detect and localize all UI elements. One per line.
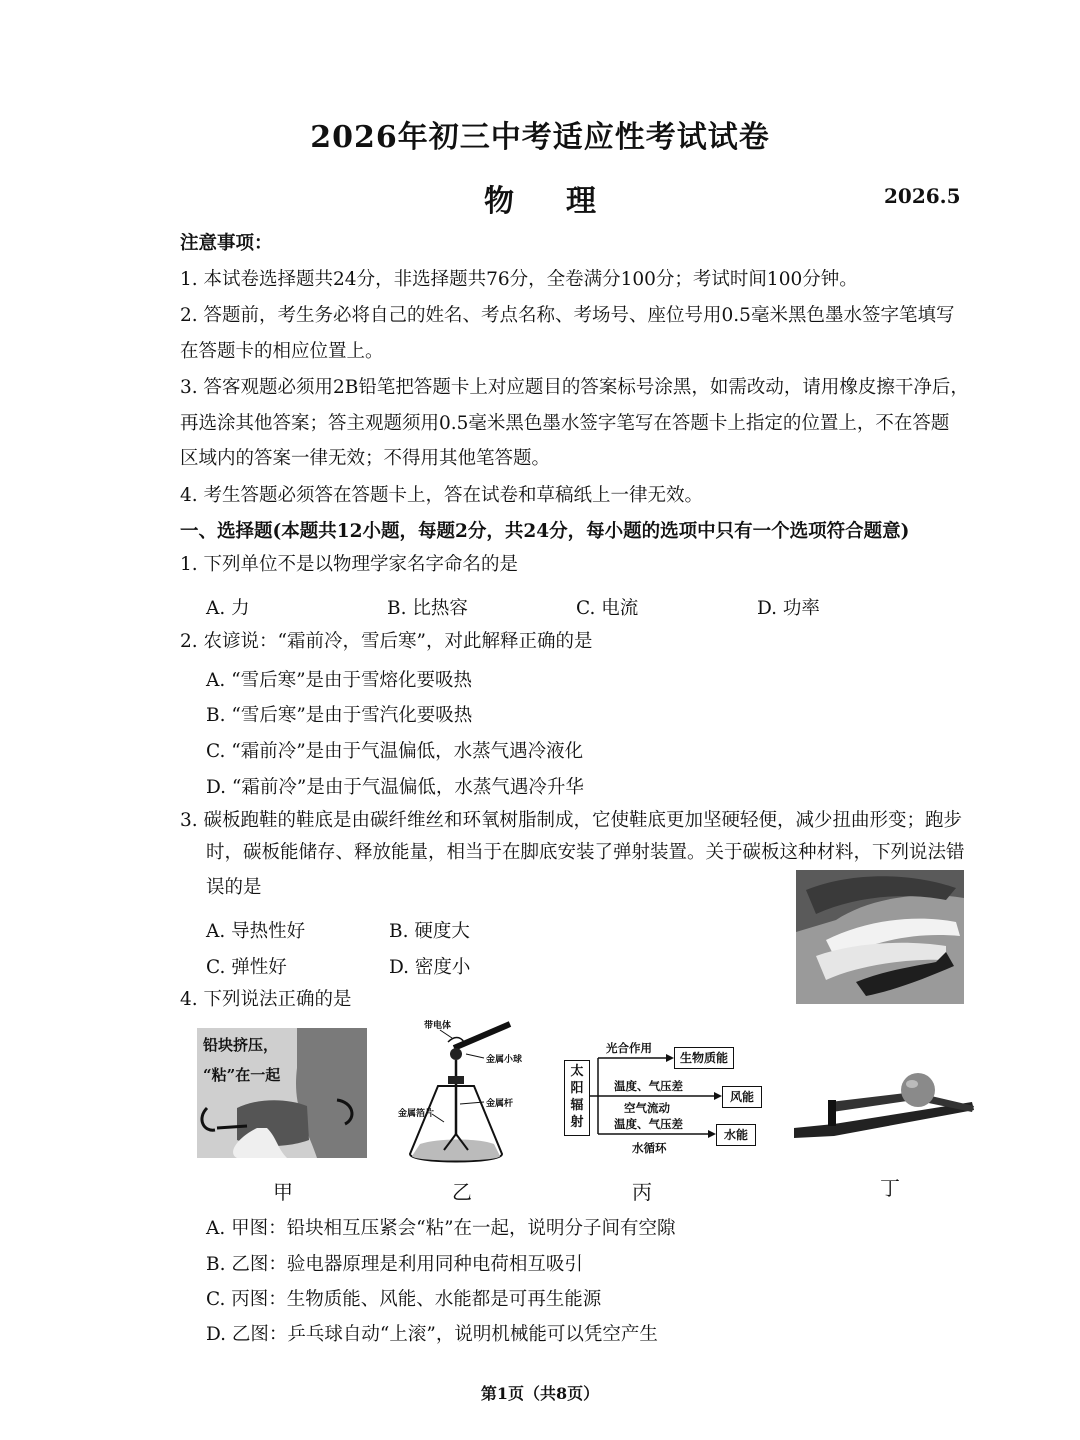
q3-stem-line-3: 误的是 <box>206 877 262 898</box>
q3-option-d: D. 密度小 <box>389 957 471 978</box>
caption-bing: 丙 <box>632 1180 652 1204</box>
subject-char-1: 物 <box>484 184 514 219</box>
q3-stem-line-1: 3. 碳板跑鞋的鞋底是由碳纤维丝和环氧树脂制成，它使鞋底更加坚硬轻便，减少扭曲形变；跑步 <box>180 810 963 831</box>
caption-yi: 乙 <box>452 1180 472 1204</box>
q1-stem: 1. 下列单位不是以物理学家名字命名的是 <box>180 554 519 575</box>
figure-yi-electroscope <box>398 1014 538 1174</box>
q1-option-b: B. 比热容 <box>387 598 468 619</box>
figure-yi-label-metal-foil: 金属箔片 <box>398 1109 435 1119</box>
q3-option-b: B. 硬度大 <box>389 921 470 942</box>
q3-option-c: C. 弹性好 <box>206 957 287 978</box>
notice-line-1: 1. 本试卷选择题共24分，非选择题共76分，全卷满分100分；考试时间100分钟。 <box>180 269 858 290</box>
exam-date: 2026.5 <box>884 184 961 208</box>
q1-option-c: C. 电流 <box>576 598 639 619</box>
q4-option-a: A. 甲图：铅块相互压紧会“粘”在一起，说明分子间有空隙 <box>206 1218 676 1239</box>
figure-bing-biomass-box: 生物质能 <box>674 1047 734 1069</box>
q2-option-b: B. “雪后寒”是由于雪汽化要吸热 <box>206 705 473 726</box>
q4-stem: 4. 下列说法正确的是 <box>180 989 352 1010</box>
figure-bing-wind-box: 风能 <box>722 1086 762 1108</box>
section-1-heading: 一、选择题(本题共12小题，每题2分，共24分，每小题的选项中只有一个选项符合题意) <box>180 521 910 542</box>
figure-bing-label-temp-2: 温度、气压差 <box>614 1117 683 1131</box>
notice-line-3a: 3. 答客观题必须用2B铅笔把答题卡上对应题目的答案标号涂黑，如需改动，请用橡皮擦干净后， <box>180 377 969 398</box>
figure-bing-hydro-box: 水能 <box>716 1124 756 1146</box>
figure-yi-label-metal-ball: 金属小球 <box>486 1055 523 1065</box>
notice-line-3b: 再选涂其他答案；答主观题须用0.5毫米黑色墨水签字笔写在答题卡上指定的位置上，不在答题 <box>180 413 950 434</box>
exam-title: 2026年初三中考适应性考试试卷 <box>310 120 770 155</box>
q2-stem: 2. 农谚说：“霜前冷，雪后寒”，对此解释正确的是 <box>180 631 593 652</box>
notice-line-2a: 2. 答题前，考生务必将自己的姓名、考点名称、考场号、座位号用0.5毫米黑色墨水签字笔填写 <box>180 305 955 326</box>
q4-option-b: B. 乙图：验电器原理是利用同种电荷相互吸引 <box>206 1254 583 1275</box>
notice-line-3c: 区域内的答案一律无效；不得用其他笔答题。 <box>180 448 551 469</box>
notice-heading: 注意事项： <box>180 233 273 254</box>
figure-ding-rails <box>794 1066 976 1142</box>
figure-yi-label-metal-rod: 金属杆 <box>486 1099 514 1109</box>
q1-option-a: A. 力 <box>206 598 250 619</box>
q2-option-d: D. “霜前冷”是由于气温偏低，水蒸气遇冷升华 <box>206 777 584 798</box>
figure-jia-text-1: 铅块挤压， <box>203 1036 279 1054</box>
figure-yi-label-charged-body: 带电体 <box>424 1021 452 1031</box>
figure-bing-energy-diagram <box>562 1036 764 1160</box>
figure-jia <box>197 1028 367 1158</box>
notice-line-2b: 在答题卡的相应位置上。 <box>180 341 384 362</box>
q4-option-c: C. 丙图：生物质能、风能、水能都是可再生能源 <box>206 1289 602 1310</box>
q2-option-a: A. “雪后寒”是由于雪熔化要吸热 <box>206 670 473 691</box>
page-number: 第1页（共8页） <box>480 1384 600 1403</box>
q3-option-a: A. 导热性好 <box>206 921 306 942</box>
subject-char-2: 理 <box>566 184 596 219</box>
figure-jia-text-2: “粘”在一起 <box>203 1066 281 1084</box>
figure-bing-sun-box: 太阳辐射 <box>564 1060 590 1136</box>
figure-bing-label-water-cycle: 水循环 <box>632 1141 667 1155</box>
q1-option-d: D. 功率 <box>757 598 820 619</box>
q4-option-d: D. 乙图：乒乓球自动“上滚”，说明机械能可以凭空产生 <box>206 1324 658 1345</box>
figure-bing-label-photosynthesis: 光合作用 <box>606 1041 652 1055</box>
q2-option-c: C. “霜前冷”是由于气温偏低，水蒸气遇冷液化 <box>206 741 584 762</box>
figure-bing-label-air-flow: 空气流动 <box>624 1101 670 1115</box>
figure-bing-label-temp-1: 温度、气压差 <box>614 1079 683 1093</box>
carbon-shoe-photo <box>796 870 964 1004</box>
caption-jia: 甲 <box>273 1180 293 1204</box>
caption-ding: 丁 <box>880 1176 900 1200</box>
q3-stem-line-2: 时，碳板能储存、释放能量，相当于在脚底安装了弹射装置。关于碳板这种材料，下列说法错 <box>206 842 965 863</box>
notice-line-4: 4. 考生答题必须答在答题卡上，答在试卷和草稿纸上一律无效。 <box>180 485 704 506</box>
